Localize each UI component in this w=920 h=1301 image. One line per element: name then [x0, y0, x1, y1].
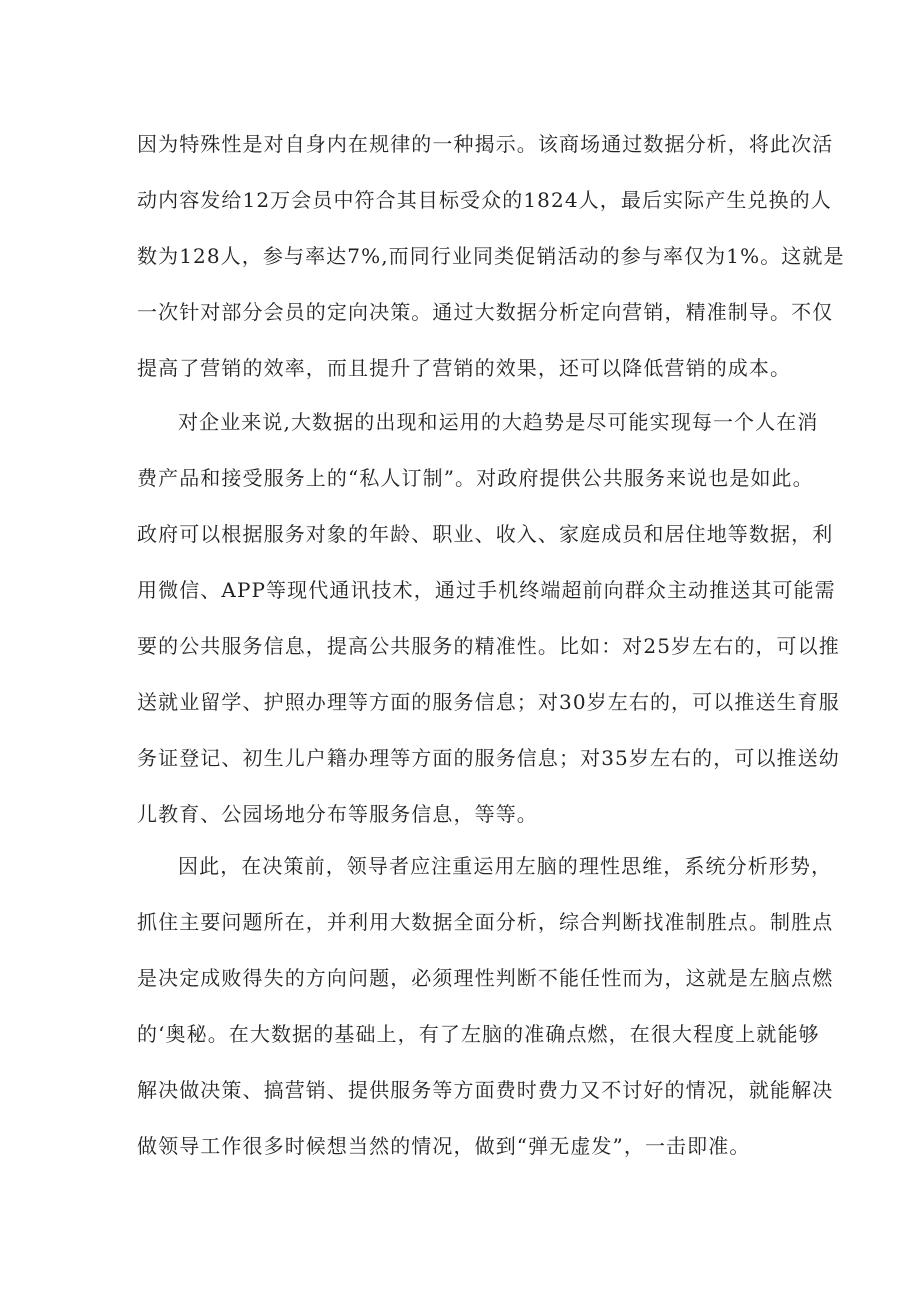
text-line: 动内容发给12万会员中符合其目标受众的1824人，最后实际产生兑换的人: [137, 188, 832, 212]
text-line: 抓住主要问题所在，并利用大数据全面分析，综合判断找准制胜点。制胜点: [137, 910, 834, 934]
text-line: 对企业来说,大数据的出现和运用的大趋势是尽可能实现每一个人在消: [178, 410, 819, 434]
text-line: 是决定成败得失的方向问题，必须理性判断不能任性而为，这就是左脑点燃: [137, 966, 834, 990]
text-line: 送就业留学、护照办理等方面的服务信息；对30岁左右的，可以推送生育服: [137, 690, 840, 714]
text-line: 政府可以根据服务对象的年龄、职业、收入、家庭成员和居住地等数据，利: [137, 522, 834, 546]
text-line: 数为128人，参与率达7%,而同行业同类促销活动的参与率仅为1%。这就是: [137, 244, 845, 268]
text-line: 费产品和接受服务上的“私人订制”。对政府提供公共服务来说也是如此。: [137, 466, 814, 490]
text-line: 的‘奥秘。在大数据的基础上，有了左脑的准确点燃，在很大程度上就能够: [137, 1022, 820, 1046]
text-line: 用微信、APP等现代通讯技术，通过手机终端超前向群众主动推送其可能需: [137, 578, 836, 602]
text-line: 做领导工作很多时候想当然的情况，做到“弹无虚发”，一击即准。: [137, 1134, 751, 1158]
text-line: 解决做决策、搞营销、提供服务等方面费时费力又不讨好的情况，就能解决: [137, 1078, 834, 1102]
text-line: 一次针对部分会员的定向决策。通过大数据分析定向营销，精准制导。不仅: [137, 300, 834, 324]
text-line: 因此，在决策前，领导者应注重运用左脑的理性思维，系统分析形势，: [178, 854, 833, 878]
text-line: 要的公共服务信息，提高公共服务的精准性。比如：对25岁左右的，可以推: [137, 634, 840, 658]
text-line: 务证登记、初生儿户籍办理等方面的服务信息；对35岁左右的，可以推送幼: [137, 746, 840, 770]
text-line: 儿教育、公园场地分布等服务信息，等等。: [137, 802, 538, 826]
text-line: 因为特殊性是对自身内在规律的一种揭示。该商场通过数据分析，将此次活: [137, 132, 834, 156]
text-line: 提高了营销的效率，而且提升了营销的效果，还可以降低营销的成本。: [137, 356, 792, 380]
